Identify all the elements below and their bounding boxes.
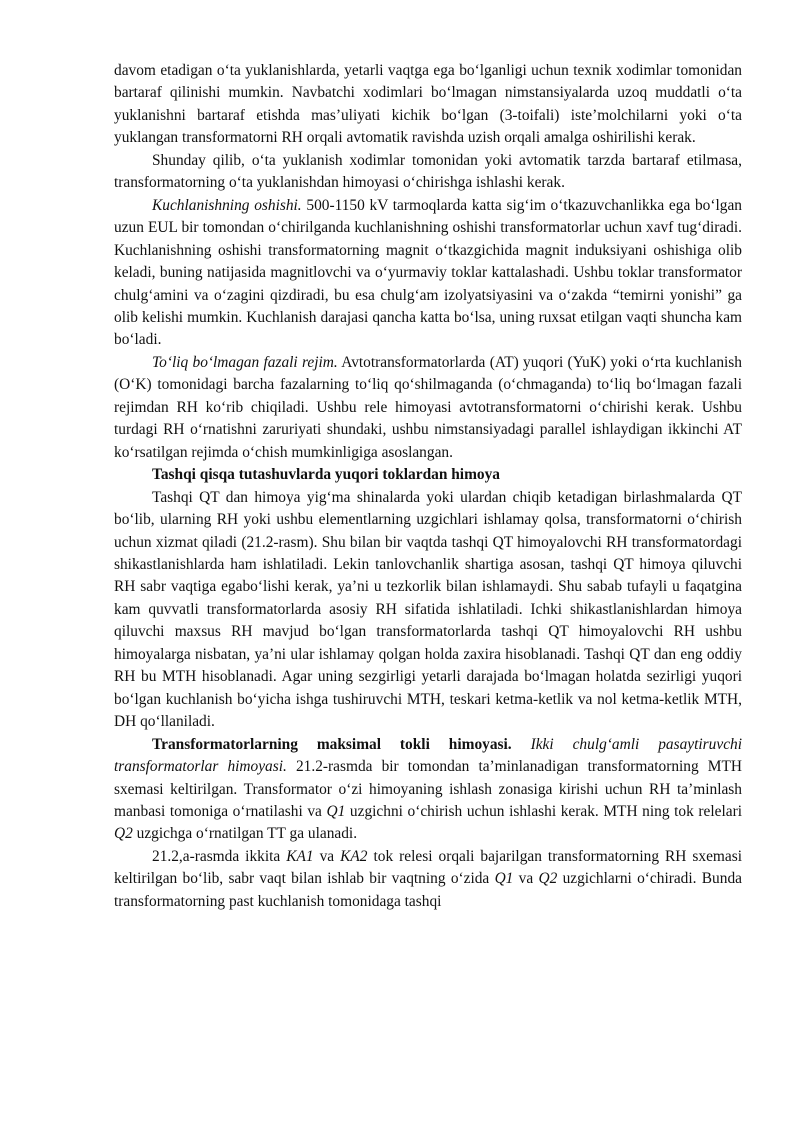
paragraph-text: va (313, 847, 341, 865)
symbol: Q2 (538, 870, 558, 888)
paragraph-text: tok relesi orqali bajarilgan transformatorning RH sxemasi keltirilgan bo‘lib, sabr vaqt bilan ishlab bir vaqtning o‘zida (114, 847, 742, 888)
paragraph-text: uzgichlarni o‘chiradi. Bunda transformatorning past kuchlanish tomonidaga tashqi (114, 870, 742, 910)
section-lead-bold: Transformatorlarning maksimal tokli himoyasi. (152, 735, 512, 753)
paragraph-text: uzgichni o‘chirish uchun ishlashi kerak. MTH ning tok relelari (345, 802, 742, 820)
paragraph-text: 21.2,a-rasmda ikkita (152, 847, 287, 865)
paragraph (114, 150, 742, 195)
document-page (114, 60, 742, 913)
symbol: Q2 (114, 825, 133, 843)
paragraph-text: va (513, 870, 539, 888)
paragraph (114, 734, 742, 846)
paragraph-text: Shunday qilib, o‘ta yuklanish xodimlar tomonidan yoki avtomatik tarzda bartaraf etilmasa, transformatorning o‘ta yuklanishdan himoyasi o‘chirishga ishlashi kerak. (114, 151, 742, 192)
section-lead: Kuchlanishning oshishi. (152, 196, 302, 214)
symbol: KA1 (286, 847, 314, 865)
symbol: Q1 (326, 802, 346, 820)
paragraph-text: 21.2-rasmda bir tomondan ta’minlanadigan transformatorning MTH sxemasi keltirilgan. Transformator o‘zi himoyaning ishlash zonasiga kirishi uchun RH ta’minlash manbasi tomoniga o‘rnatilashi va (114, 758, 742, 820)
paragraph-text: Avtotransformatorlarda (AT) yuqori (YuK) yoki o‘rta kuchlanish (O‘K) tomonidagi barcha fazalarning to‘liq qo‘shilmaganda (o‘chmaganda) to‘liq bo‘lmagan fazali rejimdan RH ko‘rib chiqiladi. Ushbu rele himoyasi avtotransformatorni o‘chirishi kerak. Ushbu turdagi RH o‘rnatishni zaruriyati shundaki, ushbu nimstansiyadagi parallel ishlaydigan ikkinchi AT ko‘rsatilgan rejimda o‘chish mumkinligiga asoslangan. (114, 353, 742, 461)
section-heading: Tashqi qisqa tutashuvlarda yuqori toklardan himoya (152, 466, 500, 484)
symbol: KA2 (340, 847, 368, 865)
paragraph (114, 195, 742, 352)
paragraph-text: uzgichga o‘rnatilgan TT ga ulanadi. (132, 825, 358, 843)
symbol: Q1 (494, 870, 514, 888)
paragraph-text: davom etadigan o‘ta yuklanishlarda, yetarli vaqtga ega bo‘lganligi uchun texnik xodimlar tomonidan bartaraf qilinishi mumkin. Navbatchi xodimlari bo‘lmagan nimstansiyalarda uzoq muddatli o‘ta yuklanishni bartaraf etishda mas’uliyati kichik bo‘lgan (3-toifali) iste’molchilarni yoki o‘ta yuklangan transformatorni RH orqali avtomatik ravishda uzish orqali amalga oshirilishi kerak. (114, 62, 742, 147)
paragraph (114, 352, 742, 464)
section-lead-italic: Ikki chulg‘amli pasaytiruvchi transformatorlar himoyasi. (114, 735, 742, 776)
paragraph (114, 487, 742, 734)
paragraph (114, 60, 742, 150)
paragraph-text: 500-1150 kV tarmoqlarda katta sig‘im o‘tkazuvchanlikka ega bo‘lgan uzun EUL bir tomondan o‘chirilganda kuchlanishning oshishi transformatorlar uchun xavf tug‘diradi. Kuchlanishning oshishi transformatorning magnit o‘tkazgichida magnit induksiyani oshishiga olib keladi, buning natijasida magnitlovchi va o‘yurmaviy toklar kattalashadi. Ushbu toklar transformator chulg‘amini va o‘zagini qizdiradi, bu esa chulg‘am izolyatsiyasini va o‘zakda “temirni yonishi” ga olib kelishi mumkin. Kuchlanish darajasi qancha katta bo‘lsa, uning ruxsat etilgan vaqti shuncha kam bo‘ladi. (114, 196, 743, 349)
section-lead: To‘liq bo‘lmagan fazali rejim. (152, 353, 338, 371)
paragraph (114, 846, 742, 913)
paragraph-text: Tashqi QT dan himoya yig‘ma shinalarda yoki ulardan chiqib ketadigan birlashmalarda QT bo‘lib, ularning RH yoki ushbu elementlarning uzgichlari ishlamay qolsa, transformatorni o‘chirish uchun xizmat qiladi (21.2-rasm). Shu bilan bir vaqtda tashqi QT himoyalovchi RH transformatordagi shikastlanishlarda ham ishlatiladi. Lekin tanlovchanlik shartiga asosan, tashqi QT himoya qiluvchi RH sabr vaqtiga egabo‘lishi kerak, ya’ni u tezkorlik bilan ishlamaydi. Shu sabab tufayli u faqatgina kam quvvatli transformatorlarda asosiy RH sifatida ishlatiladi. Ichki shikastlanishlardan himoya qiluvchi maxsus RH mavjud bo‘lgan transformatorlarda tashqi QT himoyalovchi RH ushbu himoyalarga nisbatan, ya’ni ular ishlamay qolgan holda zaxira hisoblanadi. Tashqi QT dan eng oddiy RH bu MTH hisoblanadi. Agar uning sezgirligi yetarli darajada bo‘lmagan holatda sezirligi yuqori bo‘lgan kuchlanish bo‘yicha ishga tushiruvchi MTH, teskari ketma-ketlik va nol ketma-ketlik MTH, DH qo‘llaniladi. (114, 488, 742, 731)
